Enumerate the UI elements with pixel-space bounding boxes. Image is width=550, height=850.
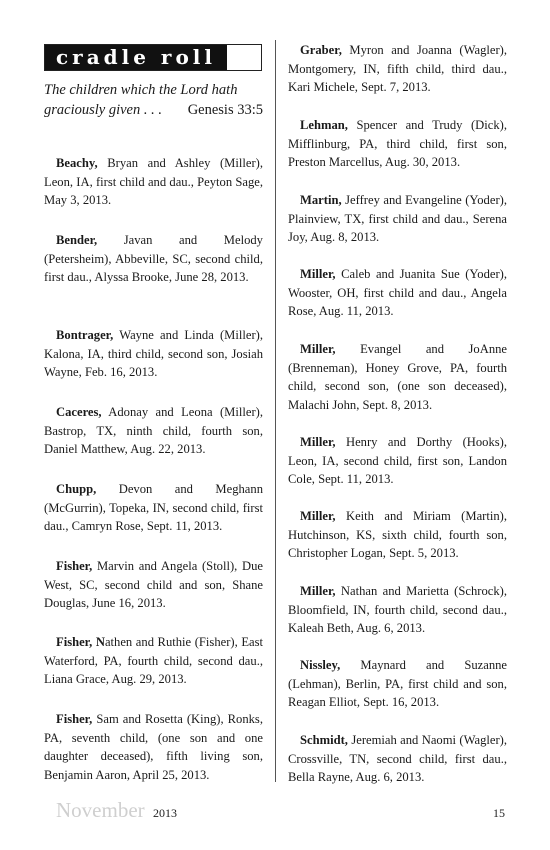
footer-year: 2013: [153, 806, 177, 820]
birth-entry: [288, 582, 507, 638]
family-name: Miller,: [300, 584, 336, 598]
birth-entry: [44, 480, 263, 536]
section-title-box: [44, 44, 262, 71]
entry-details: Nathan and Marietta (Schrock), Bloomfield, IN, fourth child, second dau., Kaleah Beth, Aug. 6, 2013.: [288, 584, 507, 635]
section-title: cradle roll: [45, 45, 227, 70]
family-name: Fisher,: [56, 559, 93, 573]
scripture-verse: [44, 80, 263, 120]
birth-entry: [288, 656, 507, 712]
entry-details: Evangel and JoAnne (Brenneman), Honey Grove, PA, fourth child, second son, (one son deceased), Malachi John, Sept. 8, 2013.: [288, 342, 508, 412]
birth-entry: [44, 557, 263, 613]
family-name: Beachy,: [56, 156, 98, 170]
entry-details: Jeffrey and Evangeline (Yoder), Plainview, TX, first child and dau., Serena Joy, Aug. 8, 2013.: [288, 193, 507, 244]
entry-details: athen and Ruthie (Fisher), East Waterford, PA, fourth child, second dau., Liana Grace, Aug. 29, 2013.: [44, 635, 263, 686]
birth-entry: [44, 154, 263, 210]
birth-entry: [288, 116, 507, 172]
column-divider: [275, 40, 276, 782]
family-name: Graber,: [300, 43, 342, 57]
birth-entry: [44, 710, 263, 784]
footer-month: November: [56, 798, 145, 822]
entry-details: Devon and Meghann (McGurrin), Topeka, IN, second child, first dau., Camryn Rose, Sept. 11, 2013.: [44, 482, 263, 533]
birth-entry: [288, 340, 507, 414]
birth-entry: [288, 731, 507, 787]
family-name: Lehman,: [300, 118, 348, 132]
verse-text: The children which the Lord hath graciously given . . .: [44, 82, 238, 118]
family-name: Schmidt,: [300, 733, 348, 747]
page-number: 15: [493, 806, 505, 820]
birth-entry: [288, 41, 507, 97]
verse-reference: Genesis 33:5: [187, 102, 263, 118]
family-name: Bontrager,: [56, 328, 114, 342]
entry-details: Jeremiah and Naomi (Wagler), Crossville, TN, second child, first dau., Bella Rayne, Aug. 6, 2013.: [288, 733, 507, 784]
birth-entry: [44, 403, 263, 459]
entry-details: Keith and Miriam (Martin), Hutchinson, KS, sixth child, fourth son, Christopher Logan, Sept. 5, 2013.: [288, 509, 507, 560]
birth-entry: [288, 433, 507, 489]
entry-details: Spencer and Trudy (Dick), Mifflinburg, PA, third child, first son, Preston Marcellus, Aug. 30, 2013.: [288, 118, 507, 169]
family-name: Caceres,: [56, 405, 102, 419]
entry-details: Maynard and Suzanne (Lehman), Berlin, PA, first child and son, Reagan Elliot, Sept. 16, 2013.: [288, 658, 508, 709]
family-name: Fisher,: [56, 712, 93, 726]
family-name: Bender,: [56, 233, 98, 247]
entry-details: Myron and Joanna (Wagler), Montgomery, IN, fifth child, third dau., Kari Michele, Sept. 7, 2013.: [288, 43, 507, 94]
family-name: Chupp,: [56, 482, 97, 496]
entry-details: Javan and Melody (Petersheim), Abbeville, SC, second child, first dau., Alyssa Brooke, June 28, 2013.: [44, 233, 263, 284]
family-name: Miller,: [300, 435, 336, 449]
entry-details: Sam and Rosetta (King), Ronks, PA, seventh child, (one son and one daughter deceased), fifth living son, Benjamin Aaron, April 25, 2013.: [44, 712, 263, 782]
entry-details: Marvin and Angela (Stoll), Due West, SC, second child and son, Shane Douglas, June 16, 2013.: [44, 559, 263, 610]
birth-entry: [288, 265, 507, 321]
entry-details: Henry and Dorthy (Hooks), Leon, IA, second child, first son, Landon Cole, Sept. 11, 2013.: [288, 435, 507, 486]
family-name: Miller,: [300, 509, 336, 523]
entry-details: Wayne and Linda (Miller), Kalona, IA, third child, second son, Josiah Wayne, Feb. 16, 2013.: [44, 328, 264, 379]
family-name: Miller,: [300, 342, 336, 356]
birth-entry: [44, 633, 263, 689]
family-name: Martin,: [300, 193, 342, 207]
birth-entry: [44, 231, 263, 287]
birth-entry: [288, 191, 507, 247]
entry-details: Adonay and Leona (Miller), Bastrop, TX, ninth child, fourth son, Daniel Matthew, Aug. 22, 2013.: [44, 405, 263, 456]
family-name: Nissley,: [300, 658, 341, 672]
entry-details: Caleb and Juanita Sue (Yoder), Wooster, OH, first child and dau., Angela Rose, Aug. 11, 2013.: [288, 267, 507, 318]
entry-details: Bryan and Ashley (Miller), Leon, IA, first child and dau., Peyton Sage, May 3, 2013.: [44, 156, 264, 207]
family-name: Miller,: [300, 267, 336, 281]
birth-entry: [44, 326, 263, 382]
birth-entry: [288, 507, 507, 563]
family-name: Fisher, N: [56, 635, 105, 649]
